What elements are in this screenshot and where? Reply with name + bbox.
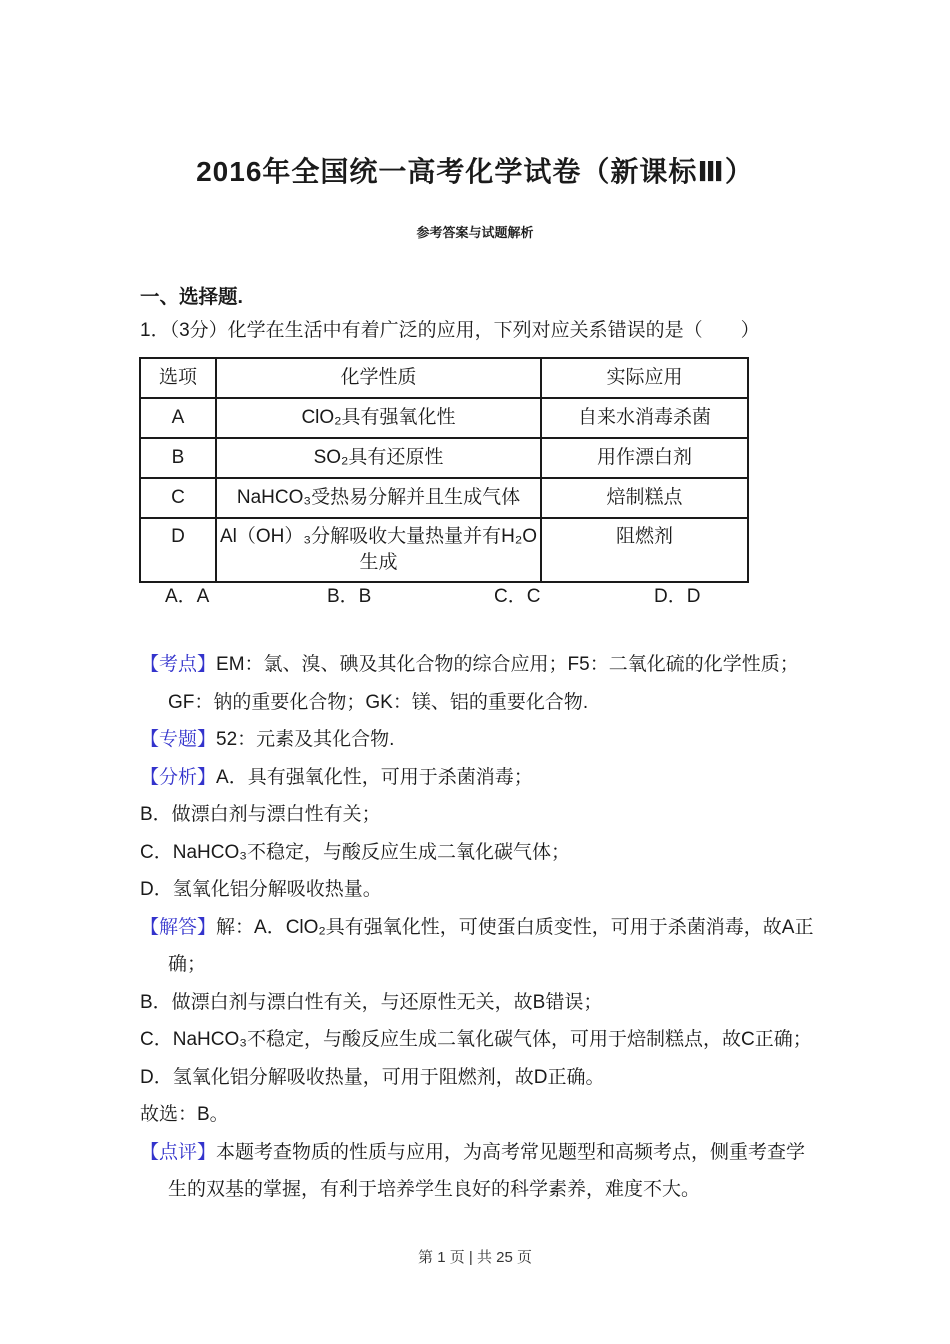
analysis-block: [140, 646, 820, 1209]
kaodian-text: EM：氯、溴、碘及其化合物的综合应用；F5：二氧化硫的化学性质；GF：钠的重要化合物；GK：镁、铝的重要化合物.: [168, 654, 799, 713]
table-row-d: [140, 518, 748, 582]
dianping-text: 本题考查物质的性质与应用，为高考常见题型和高频考点，侧重考查学生的双基的掌握，有利于培养学生良好的科学素养，难度不大。: [168, 1141, 806, 1200]
zhuanti-text: 52：元素及其化合物.: [216, 729, 395, 750]
cell-application: 阻燃剂: [541, 518, 748, 582]
cell-option: B: [140, 438, 216, 478]
cell-application: 用作漂白剂: [541, 438, 748, 478]
choice-a: A．A: [165, 586, 210, 607]
page-indicator: 第 1 页 | 共 25 页: [418, 1249, 532, 1266]
fenxi-text: A．具有强氧化性，可用于杀菌消毒；: [216, 766, 533, 788]
zhuanti-paragraph: [140, 721, 820, 759]
dianping-tag: 【点评】: [140, 1141, 217, 1163]
fenxi-tag: 【分析】: [140, 766, 217, 788]
cell-option: D: [140, 518, 216, 582]
question-table: [139, 357, 749, 583]
question-stem: 1．（3分）化学在生活中有着广泛的应用，下列对应关系错误的是（ ）: [140, 320, 760, 341]
cell-application: 自来水消毒杀菌: [541, 398, 748, 438]
jieda-text: 解：A．ClO₂具有强氧化性，可使蛋白质变性，可用于杀菌消毒，故A正确；: [168, 916, 814, 975]
cell-property: ClO₂具有强氧化性: [216, 398, 541, 438]
page-footer: [0, 1246, 950, 1267]
kaodian-tag: 【考点】: [140, 654, 217, 675]
choice-b: B．B: [327, 586, 372, 607]
dianping-paragraph: [140, 1134, 820, 1209]
cell-property: NaHCO₃受热易分解并且生成气体: [216, 478, 541, 518]
document-subtitle: 参考答案与试题解析: [416, 225, 534, 240]
jieda-item-d: D．氢氧化铝分解吸收热量，可用于阻燃剂，故D正确。: [140, 1066, 605, 1088]
cell-option: A: [140, 398, 216, 438]
table-row-a: [140, 398, 748, 438]
header-cell-property: 化学性质: [216, 358, 541, 398]
conclusion: 故选：B。: [140, 1104, 229, 1125]
table-row-c: [140, 478, 748, 518]
header-cell-option: 选项: [140, 358, 216, 398]
choice-d: D．D: [654, 586, 701, 607]
cell-property: Al（OH）₃分解吸收大量热量并有H₂O生成: [216, 518, 541, 582]
jieda-paragraph: [140, 909, 820, 984]
fenxi-item-b: B．做漂白剂与漂白性有关；: [140, 804, 381, 825]
header-cell-application: 实际应用: [541, 358, 748, 398]
table-header-row: [140, 358, 748, 398]
section-heading: 一、选择题.: [140, 286, 243, 308]
fenxi-item-d: D．氢氧化铝分解吸收热量。: [140, 879, 382, 900]
jieda-item-c: C．NaHCO₃不稳定，与酸反应生成二氧化碳气体，可用于焙制糕点，故C正确；: [140, 1029, 812, 1050]
jieda-tag: 【解答】: [140, 916, 217, 938]
fenxi-paragraph: [140, 759, 820, 797]
jieda-item-b: B．做漂白剂与漂白性有关，与还原性无关，故B错误；: [140, 991, 603, 1013]
table-row-b: [140, 438, 748, 478]
fenxi-item-c: C．NaHCO₃不稳定，与酸反应生成二氧化碳气体；: [140, 841, 570, 863]
kaodian-paragraph: [140, 646, 820, 721]
cell-application: 焙制糕点: [541, 478, 748, 518]
cell-property: SO₂具有还原性: [216, 438, 541, 478]
cell-option: C: [140, 478, 216, 518]
document-title: 2016年全国统一高考化学试卷（新课标Ⅲ）: [196, 156, 754, 187]
choice-c: C．C: [494, 586, 541, 607]
answer-choices: [139, 581, 747, 607]
zhuanti-tag: 【专题】: [140, 729, 217, 750]
